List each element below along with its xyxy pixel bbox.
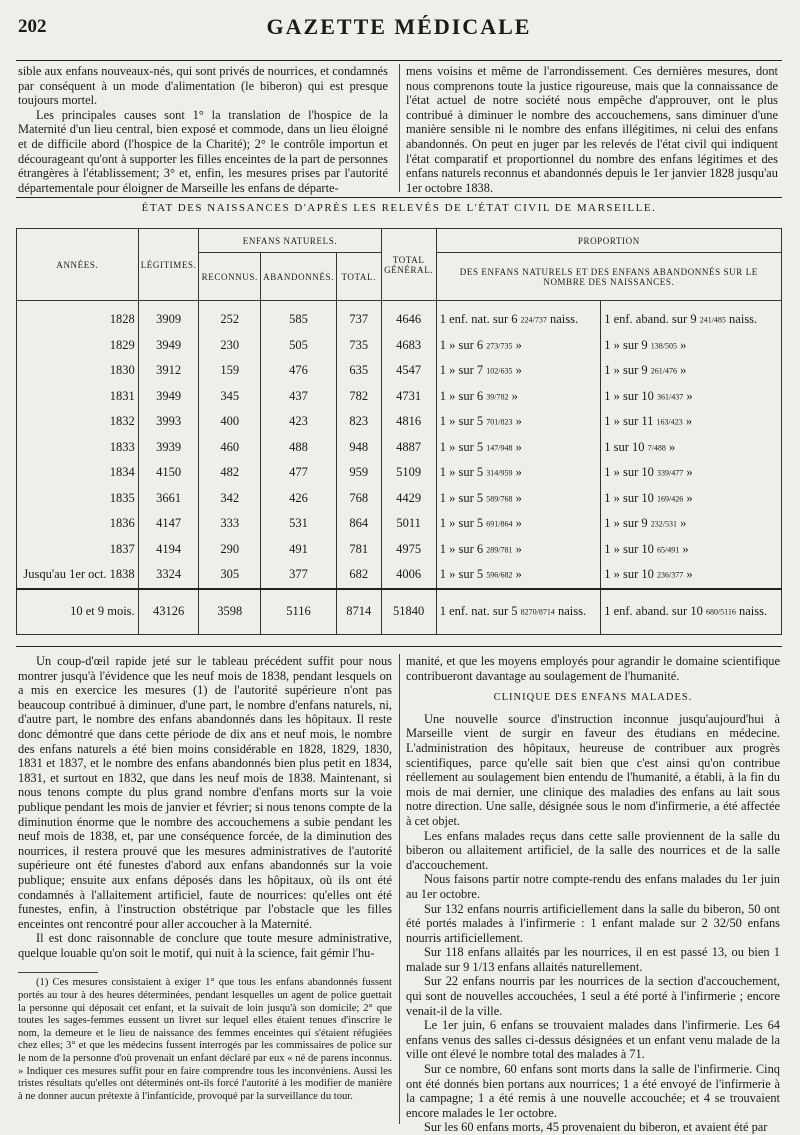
reconnus-cell: 3598 xyxy=(199,589,261,635)
legitimes-cell: 3993 xyxy=(138,409,199,435)
column-divider xyxy=(399,654,400,1124)
header-abandonnes: ABANDONNÉS. xyxy=(261,253,337,301)
table-title: ÉTAT DES NAISSANCES D'APRÈS LES RELEVÉS DE L'ÉTAT CIVIL DE MARSEILLE. xyxy=(141,202,657,214)
legitimes-cell: 4150 xyxy=(138,460,199,486)
abandonnes-cell: 423 xyxy=(261,409,337,435)
section-heading: CLINIQUE DES ENFANS MALADES. xyxy=(493,692,693,704)
proportion-abandonnes-cell: 1 » sur 10 361/437 » xyxy=(601,384,782,410)
fraction: 39/782 xyxy=(486,392,509,402)
fraction: 589/768 xyxy=(486,494,513,504)
fraction: 232/531 xyxy=(650,519,677,529)
fraction: 339/477 xyxy=(657,468,684,478)
year-cell: 1830 xyxy=(17,358,139,384)
paragraph: Sur 132 enfans nourris artificiellement dans la salle du biberon, 50 ont été portés malades à l'infirmerie : 1 enfant malade sur 2 32/50 enfans nourris artificiellement. xyxy=(406,901,780,945)
reconnus-cell: 159 xyxy=(199,358,261,384)
header-proportion-sub: DES ENFANS NATURELS ET DES ENFANS ABANDONNÉS SUR LE NOMBRE DES NAISSANCES. xyxy=(436,253,781,301)
reconnus-cell: 290 xyxy=(199,537,261,563)
paragraph: sible aux enfans nouveaux-nés, qui sont privés de nourrices, et condamnés par conséquent à un mode d'alimentation (le biberon) qui est presque toujours mortel. xyxy=(18,64,388,108)
fraction: 102/635 xyxy=(486,366,513,376)
fraction: 680/5116 xyxy=(705,607,736,617)
table-row xyxy=(17,511,782,537)
journal-title: GAZETTE MÉDICALE xyxy=(266,14,532,39)
reconnus-cell: 482 xyxy=(199,460,261,486)
proportion-naturels-cell: 1 » sur 5 147/948 » xyxy=(436,435,601,461)
page-number: 202 xyxy=(18,16,47,37)
fraction: 261/476 xyxy=(650,366,677,376)
total-general-cell: 4646 xyxy=(381,301,436,333)
proportion-abandonnes-cell: 1 » sur 10 65/491 » xyxy=(601,537,782,563)
proportion-abandonnes-cell: 1 enf. aband. sur 10 680/5116 naiss. xyxy=(601,589,782,635)
fraction: 273/735 xyxy=(486,341,513,351)
naturels-total-cell: 735 xyxy=(336,333,381,359)
table-top-rule xyxy=(16,197,782,198)
table-row xyxy=(17,537,782,563)
reconnus-cell: 345 xyxy=(199,384,261,410)
total-general-cell: 4816 xyxy=(381,409,436,435)
naturels-total-cell: 864 xyxy=(336,511,381,537)
bottom-left-column xyxy=(18,654,392,1103)
legitimes-cell: 4147 xyxy=(138,511,199,537)
total-general-cell: 4731 xyxy=(381,384,436,410)
proportion-naturels-cell: 1 » sur 5 691/864 » xyxy=(436,511,601,537)
fraction: 147/948 xyxy=(486,443,513,453)
proportion-naturels-cell: 1 » sur 5 701/823 » xyxy=(436,409,601,435)
table-bottom-rule xyxy=(16,646,782,647)
proportion-naturels-cell: 1 » sur 5 596/682 » xyxy=(436,562,601,589)
total-general-cell: 5011 xyxy=(381,511,436,537)
proportion-abandonnes-cell: 1 » sur 10 339/477 » xyxy=(601,460,782,486)
fraction: 596/682 xyxy=(486,570,513,580)
header-rule xyxy=(16,60,782,61)
table-row xyxy=(17,301,782,333)
fraction: 236/377 xyxy=(657,570,684,580)
proportion-abandonnes-cell: 1 » sur 10 236/377 » xyxy=(601,562,782,589)
bottom-right-column xyxy=(406,654,780,1135)
legitimes-cell: 3949 xyxy=(138,333,199,359)
naturels-total-cell: 823 xyxy=(336,409,381,435)
proportion-naturels-cell: 1 enf. nat. sur 6 224/737 naiss. xyxy=(436,301,601,333)
fraction: 701/823 xyxy=(486,417,513,427)
legitimes-cell: 3949 xyxy=(138,384,199,410)
fraction: 8270/8714 xyxy=(520,607,555,617)
fraction: 241/485 xyxy=(699,315,726,325)
legitimes-cell: 3939 xyxy=(138,435,199,461)
paragraph: Il est donc raisonnable de conclure que toute mesure administrative, quelque louable qu'on soit le motif, qui nuit à la science, fait gémir l'hu- xyxy=(18,931,392,960)
proportion-abandonnes-cell: 1 enf. aband. sur 9 241/485 naiss. xyxy=(601,301,782,333)
fraction: 65/491 xyxy=(657,545,680,555)
year-cell: 1837 xyxy=(17,537,139,563)
abandonnes-cell: 5116 xyxy=(261,589,337,635)
proportion-abandonnes-cell: 1 sur 10 7/488 » xyxy=(601,435,782,461)
reconnus-cell: 342 xyxy=(199,486,261,512)
abandonnes-cell: 505 xyxy=(261,333,337,359)
header-annees: ANNÉES. xyxy=(17,229,139,301)
total-general-cell: 4429 xyxy=(381,486,436,512)
footnote-rule xyxy=(18,972,98,973)
legitimes-cell: 3661 xyxy=(138,486,199,512)
top-right-column xyxy=(406,64,778,195)
naturels-total-cell: 635 xyxy=(336,358,381,384)
fraction: 169/426 xyxy=(657,494,684,504)
year-cell: 1834 xyxy=(17,460,139,486)
header-reconnus: RECONNUS. xyxy=(199,253,261,301)
total-general-cell: 51840 xyxy=(381,589,436,635)
naturels-total-cell: 782 xyxy=(336,384,381,410)
year-cell: 1832 xyxy=(17,409,139,435)
paragraph: Le 1er juin, 6 enfans se trouvaient malades dans l'infirmerie. Les 64 enfans venus des salles ci-dessus désignées et un enfant venu malade de la ville ont élevé le nombre total des malades à 71. xyxy=(406,1018,780,1062)
paragraph: Sur 118 enfans allaités par les nourrices, il en est passé 13, ou bien 1 malade sur 9 1/13 enfans allaités naturellement. xyxy=(406,945,780,974)
year-cell: 1828 xyxy=(17,301,139,333)
abandonnes-cell: 477 xyxy=(261,460,337,486)
year-cell: 1831 xyxy=(17,384,139,410)
year-cell: 1833 xyxy=(17,435,139,461)
births-table xyxy=(16,228,782,635)
proportion-naturels-cell: 1 » sur 6 273/735 » xyxy=(436,333,601,359)
reconnus-cell: 305 xyxy=(199,562,261,589)
reconnus-cell: 400 xyxy=(199,409,261,435)
naturels-total-cell: 959 xyxy=(336,460,381,486)
fraction: 361/437 xyxy=(657,392,684,402)
footnote: (1) Ces mesures consistaient à exiger 1° que tous les enfans abandonnés fussent portés au tour à des heures déterminées, pendant lesquelles un agent de police guettait la personne qui déposait cet enfant, et la suivait de loin jusqu'à son domicile; 2° que toutes les sages-femmes eussent un livret sur lequel elles étaient tenues d'inscrire le nom, la demeure et le lieu de naissance des femmes enceintes qui s'étaient réfugiées chez elles; 3° et que les médecins fussent interrogés par les commissaires de police sur le nom de la personne d'où provenait un enfant déclaré par eux « né de parens inconnus. » Indiquer ces mesures suffit pour en faire comprendre tous les inconvéniens. Aussi les tristes résultats qu'elles ont déterminés ont-ils forcé l'autorité à les modifier de manière à ne donner aucun prétexte à l'infanticide, provoqué par la surveillance du tour. xyxy=(18,977,392,1102)
table-total-row xyxy=(17,589,782,635)
proportion-abandonnes-cell: 1 » sur 9 232/531 » xyxy=(601,511,782,537)
fraction: 138/505 xyxy=(650,341,677,351)
abandonnes-cell: 426 xyxy=(261,486,337,512)
naturels-total-cell: 781 xyxy=(336,537,381,563)
reconnus-cell: 252 xyxy=(199,301,261,333)
year-cell: 1836 xyxy=(17,511,139,537)
paragraph: Sur les 60 enfans morts, 45 provenaient du biberon, et avaient été par xyxy=(424,1120,768,1135)
year-cell: 1829 xyxy=(17,333,139,359)
legitimes-cell: 3912 xyxy=(138,358,199,384)
proportion-naturels-cell: 1 » sur 6 39/782 » xyxy=(436,384,601,410)
total-general-cell: 4683 xyxy=(381,333,436,359)
fraction: 691/864 xyxy=(486,519,513,529)
abandonnes-cell: 491 xyxy=(261,537,337,563)
header-total-general: TOTAL GÉNÉRAL. xyxy=(381,229,436,301)
table-row xyxy=(17,486,782,512)
fraction: 224/737 xyxy=(520,315,547,325)
fraction: 289/781 xyxy=(486,545,513,555)
fraction: 163/423 xyxy=(656,417,683,427)
total-general-cell: 4547 xyxy=(381,358,436,384)
abandonnes-cell: 531 xyxy=(261,511,337,537)
table-row xyxy=(17,460,782,486)
header-naturels: ENFANS NATURELS. xyxy=(199,229,381,253)
paragraph: mens voisins et même de l'arrondissement. Ces dernières mesures, dont nous comprenons toute la justice rigoureuse, mais que la connaissance de l'état actuel de notre société nous empêche d'approuver, ont le plus contribué à diminuer le nombre des accouchemens, sans diminuer d'une manière sensible ni le nombre des enfans illégitimes, ni celui des enfans abandonnés. On peut en juger par les relevés de l'état civil qui indiquent l'état comparatif et proportionnel du nombre des enfans légitimes et des enfans naturels reconnus et abandonnés depuis le 1er janvier 1828 jusqu'au 1er octobre 1838. xyxy=(406,64,778,195)
table-row xyxy=(17,562,782,589)
top-left-column xyxy=(18,64,388,195)
paragraph: Les enfans malades reçus dans cette salle proviennent de la salle du biberon ou allaitement artificiel, de la salle des nourrices et de la salle d'accouchement. xyxy=(406,828,780,872)
legitimes-cell: 4194 xyxy=(138,537,199,563)
proportion-naturels-cell: 1 » sur 5 589/768 » xyxy=(436,486,601,512)
paragraph: Une nouvelle source d'instruction inconnue jusqu'aujourd'hui à Marseille vient de surgir en faveur des étudians en médecine. L'administration des hôpitaux, heureuse de contribuer aux progrès scientifiques, parce qu'elle sait bien que c'est ainsi qu'on contribue réellement au soulagement bien entendu de l'humanité, a établi, à la fin du mois de mai dernier, une clinique des maladies des enfans au lait sous notre direction. Une salle, désignée sous le nom d'infirmerie, a été affectée à cet objet. xyxy=(406,711,780,828)
total-general-cell: 5109 xyxy=(381,460,436,486)
total-general-cell: 4975 xyxy=(381,537,436,563)
proportion-abandonnes-cell: 1 » sur 9 138/505 » xyxy=(601,333,782,359)
reconnus-cell: 230 xyxy=(199,333,261,359)
proportion-naturels-cell: 1 » sur 5 314/959 » xyxy=(436,460,601,486)
naturels-total-cell: 682 xyxy=(336,562,381,589)
proportion-abandonnes-cell: 1 » sur 11 163/423 » xyxy=(601,409,782,435)
paragraph: Les principales causes sont 1° la translation de l'hospice de la Maternité d'un lieu central, bien exposé et commode, dans un lieu éloigné et de difficile abord (l'hospice de la Charité); 2° le contrôle importun et décourageant qu'ont à supporter les filles enceintes de la part de personnes étrangères à l'établissement; 3° et, enfin, les mesures prises par l'autorité départementale pour éloigner de Marseille les enfans de départe- xyxy=(18,107,388,195)
header-proportion: PROPORTION xyxy=(436,229,781,253)
proportion-naturels-cell: 1 » sur 7 102/635 » xyxy=(436,358,601,384)
paragraph: Sur ce nombre, 60 enfans sont morts dans la salle de l'infirmerie. Cinq ont été donnés bien portans aux nourrices; 1 a été envoyé de l'infirmerie à la campagne; 1 a été remis à une nouvelle accouchée; et 4 se trouvaient encore malades le 1er octobre. xyxy=(406,1062,780,1120)
year-cell: Jusqu'au 1er oct. 1838 xyxy=(17,562,139,589)
column-divider xyxy=(399,64,400,192)
year-cell: 10 et 9 mois. xyxy=(17,589,139,635)
paragraph: manité, et que les moyens employés pour agrandir le domaine scientifique contribueront davantage au soulagement de l'humanité. xyxy=(406,654,780,683)
proportion-abandonnes-cell: 1 » sur 9 261/476 » xyxy=(601,358,782,384)
abandonnes-cell: 437 xyxy=(261,384,337,410)
reconnus-cell: 333 xyxy=(199,511,261,537)
naturels-total-cell: 768 xyxy=(336,486,381,512)
legitimes-cell: 3324 xyxy=(138,562,199,589)
naturels-total-cell: 948 xyxy=(336,435,381,461)
reconnus-cell: 460 xyxy=(199,435,261,461)
table-row xyxy=(17,435,782,461)
abandonnes-cell: 585 xyxy=(261,301,337,333)
paragraph: Nous faisons partir notre compte-rendu des enfans malades du 1er juin au 1er octobre. xyxy=(406,872,780,901)
abandonnes-cell: 488 xyxy=(261,435,337,461)
total-general-cell: 4006 xyxy=(381,562,436,589)
header-legitimes: LÉGITIMES. xyxy=(138,229,199,301)
paragraph: Un coup-d'œil rapide jeté sur le tableau précédent suffit pour nous montrer jusqu'à l'évidence que les neuf mois de 1838, pendant lesquels on a mis en exercice les mesures (1) de l'autorité supérieure n'ont pas beaucoup contribué à diminuer, d'une part, le nombre d'enfans naturels, ni, d'autre part, le nombre des enfans abandonnés dans les hôpitaux. Il reste donc démontré que dans cette période de dix ans et neuf mois, le nombre des enfans naturels a été bien moins considérable en 1828, 1829, 1830, 1831 et 1837, et le nombre des enfans abandonnés bien plus petit en 1834, 1831, et surtout en 1832, que dans les neuf mois de 1838. Maintenant, si nous tenons compte du plus grand nombre d'enfans morts sur la voie publique pendant les mois de janvier et février; si nous tenons compte de la diminution énorme que le nombre des accouchemens a subie pendant les neuf mois de 1838, et, par une conséquence forcée, de la diminution des nourrices, il restera prouvé que les mesures administratives de l'autorité supérieure ont été funestes d'abord aux enfans abandonnés sur la voie publique; ensuite aux enfans déposés dans les hôpitaux, où ils ont été condamnés à l'allaitement artificiel, faute de nourrices: qu'elles ont été funestes, enfin, à l'instruction obstétrique par l'obstacle que les filles enceintes ont rencontré pour aller accoucher à la Maternité. xyxy=(18,654,392,931)
table-row xyxy=(17,333,782,359)
total-general-cell: 4887 xyxy=(381,435,436,461)
page-header xyxy=(16,10,782,50)
naturels-total-cell: 8714 xyxy=(336,589,381,635)
abandonnes-cell: 377 xyxy=(261,562,337,589)
table-row xyxy=(17,358,782,384)
abandonnes-cell: 476 xyxy=(261,358,337,384)
legitimes-cell: 43126 xyxy=(138,589,199,635)
fraction: 314/959 xyxy=(486,468,513,478)
table-row xyxy=(17,384,782,410)
header-total: TOTAL. xyxy=(336,253,381,301)
proportion-abandonnes-cell: 1 » sur 10 169/426 » xyxy=(601,486,782,512)
legitimes-cell: 3909 xyxy=(138,301,199,333)
year-cell: 1835 xyxy=(17,486,139,512)
naturels-total-cell: 737 xyxy=(336,301,381,333)
proportion-naturels-cell: 1 enf. nat. sur 5 8270/8714 naiss. xyxy=(436,589,601,635)
table-row xyxy=(17,409,782,435)
paragraph: Sur 22 enfans nourris par les nourrices de la section d'accouchement, qui sont de nouvelles accouchées, 1 seul a été porté à l'infirmerie ; encore venait-il de la ville. xyxy=(406,974,780,1018)
proportion-naturels-cell: 1 » sur 6 289/781 » xyxy=(436,537,601,563)
fraction: 7/488 xyxy=(647,443,666,453)
